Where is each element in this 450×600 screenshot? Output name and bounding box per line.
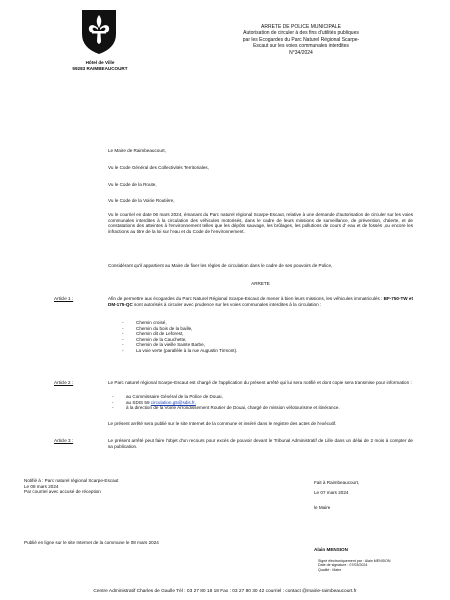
list-item: - Chemin dit de Leforest, xyxy=(122,331,412,337)
vu-code-voirie: Vu le Code de la Voirie Routière, xyxy=(108,198,175,203)
digital-signature-signer: Signé électroniquement par : Alain MENSION xyxy=(318,559,391,563)
list-item: - La voie verte (parallèle à la rue Augustin Tirmont). xyxy=(122,348,412,354)
fleur-de-lis-shield-icon xyxy=(80,8,118,56)
list-item: - Chemin de la Cauchette, xyxy=(122,337,412,343)
notification-block xyxy=(24,478,224,495)
sdis-email-link[interactable]: circulation.g5@sdis.fr, xyxy=(150,399,196,405)
article-1-body xyxy=(108,296,413,307)
list-item: - au Commissaire Général de la Police de Douai, xyxy=(112,394,412,400)
list-item: - à la direction de la Voirie Arrondissement Routier de Douai, chargé de mission vélotourisme et itinérance. xyxy=(112,405,412,411)
article-2-recipients xyxy=(112,394,412,411)
article-2-label: Article 2 : xyxy=(54,380,74,385)
vu-courriel-paragraph: Vu le courriel en date 06 mars 2024, émanant du Parc naturel régional Scarpe-Escaut, relative à une demande d'autorisation de circuler sur les voies communales interdites à la circulation des véhicules motorisés, dans le cadre de leurs missions de surveillance, de prévention, d'alerte, et de constatations des atteintes à l'environnement telles que les dépôts sauvage, les brûlages, les pollutions de cours d' eau et de fossés ,ou encore les infractions au titre de la loi sur l'eau et du Code de l'environnement. xyxy=(108,212,413,234)
town-hall-postcode: 59283 RAIMBEAUCOURT xyxy=(72,65,128,71)
notified-to: Notifié à : Parc naturel régional Scarpe-Escaut xyxy=(24,478,119,483)
list-item: - Chemin du bois de la baille, xyxy=(122,326,412,332)
notification-date: Le 08 mars 2024 xyxy=(24,483,59,489)
decree-title-line: Autorisation de circuler à des fins d'utilités publiques xyxy=(243,30,359,37)
vehicle-plates: BF-750-TW et DM-175-QC xyxy=(108,296,413,307)
decree-number: N°34/2024 xyxy=(289,49,313,56)
mayor-name: Alain MENSION xyxy=(314,547,348,552)
town-hall-name: Hôtel de Ville xyxy=(85,60,115,65)
signature-place: Fait à Raimbeaucourt, xyxy=(314,480,360,485)
street-list xyxy=(112,320,412,354)
article-1-text-before: Afin de permettre aux écogardes du Parc Naturel Régional Scarpe-Escaut de mener à bien leurs missions, les véhicules immatriculés : xyxy=(108,296,383,301)
article-2-closing: Le présent arrêté sera publié sur le site Internet de la commune et inséré dans le registre des actes de l'exécutif. xyxy=(108,421,337,426)
article-3-body: Le présent arrêté peut faire l'objet d'un recours pour excès de pouvoir devant le Tribunal Administratif de Lille dans un délai de 2 mois à compter de sa publication. xyxy=(108,438,413,449)
decree-title-line: ARRETE DE POLICE MUNICIPALE xyxy=(261,24,341,30)
decree-title-line: Escaut sur les voies communales interdites xyxy=(253,43,349,50)
publication-notice: Publié en ligne sur le site Internet de la commune le 08 mars 2024 xyxy=(24,540,159,545)
article-2-intro: Le Parc naturel régional Scarpe-Escaut est chargé de l'application du présent arrêté qui lui sera notifié et dont copie sera transmise pour information : xyxy=(108,380,412,385)
sdis-label: au SDIS 59 xyxy=(126,399,150,405)
notification-method: Par courriel avec accusé de réception xyxy=(24,489,101,495)
list-item: - Chemin de la vieille Sainte Barbe, xyxy=(122,342,412,348)
article-3-label: Article 3 : xyxy=(54,438,74,443)
digital-signature-role: Qualité : Maire xyxy=(318,567,342,572)
considerant-paragraph: Considérant qu'il appartient au Maire de fixer les règles de circulation dans le cadre de ses pouvoirs de Police, xyxy=(108,263,333,268)
article-1-label: Article 1 : xyxy=(54,296,74,301)
vu-code-collectivites: Vu le Code Général des Collectivités Territoriales, xyxy=(108,165,209,170)
digital-signature-date: Date de signature : 07/03/2024 xyxy=(318,563,368,568)
decree-title-line: par les Ecogardes du Parc Naturel Régional Scarpe- xyxy=(242,36,360,43)
digital-signature-block xyxy=(318,559,391,572)
decree-title-block xyxy=(212,24,390,56)
signature-date: Le 07 mars 2024 xyxy=(314,490,349,495)
signature-role: le Maire xyxy=(314,505,331,510)
article-1-text-after: sont autorisés à circuler avec prudence sur les voies communales interdites à la circulation : xyxy=(134,301,322,307)
list-item: - Chemin croisé, xyxy=(122,320,412,326)
town-hall-address xyxy=(60,60,140,71)
mayor-line: Le Maire de Raimbeaucourt, xyxy=(108,148,166,153)
vu-code-route: Vu le Code de la Route, xyxy=(108,182,157,187)
arrete-heading: ARRETE xyxy=(251,281,270,286)
footer-contact: Centre Administratif Charles de Gaulle Tél : 03 27 80 18 18 Fax : 03 27 80 30 42 courriel : contact @mairie-raimbeaucourt.fr xyxy=(93,589,357,594)
